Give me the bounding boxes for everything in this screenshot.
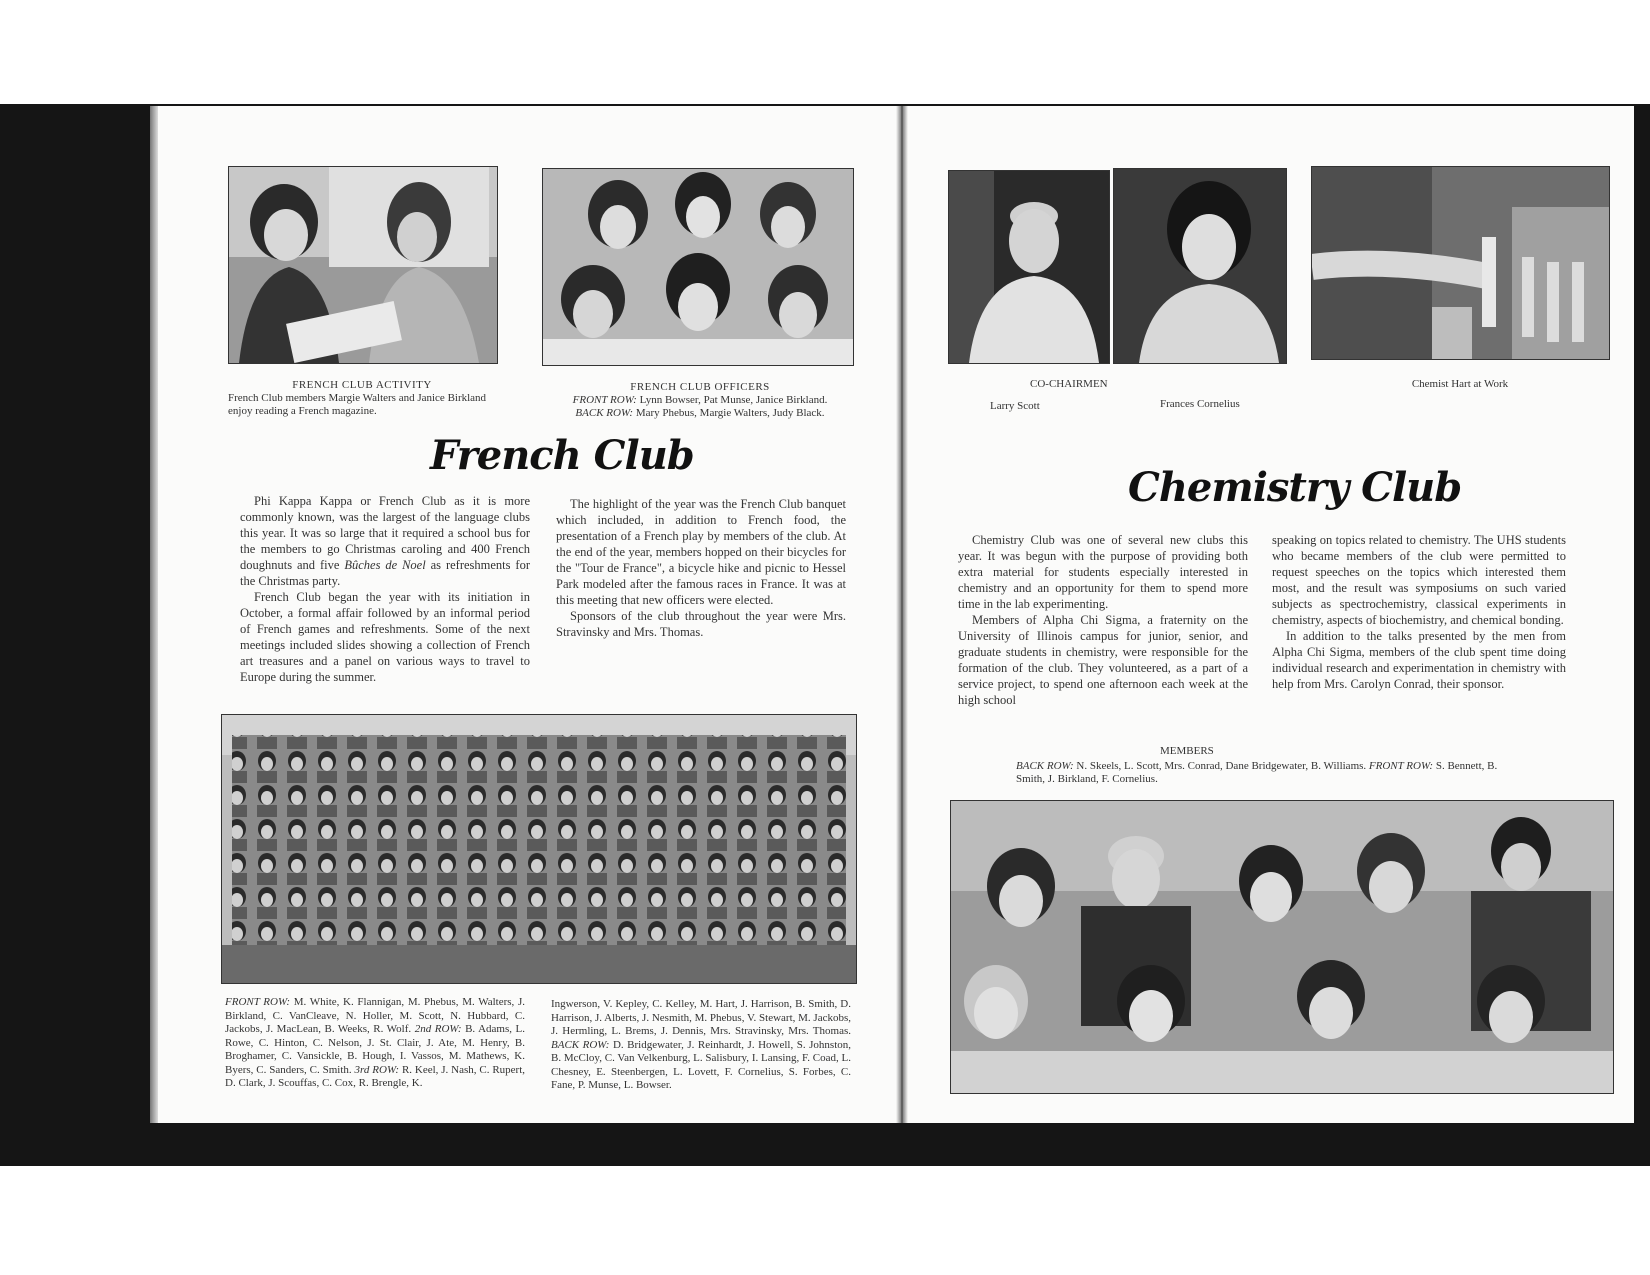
- larry-scott-photo: [948, 170, 1110, 364]
- chemistry-club-members-photo: [950, 800, 1614, 1094]
- cochair-1-caption: Larry Scott: [990, 400, 1040, 412]
- paragraph: Sponsors of the club throughout the year were Mrs. Stravinsky and Mrs. Thomas.: [556, 609, 846, 639]
- paragraph: In addition to the talks presented by the men from Alpha Chi Sigma, members of the club spent time doing individual research and experimentation in chemistry with help from Mrs. Carolyn Conrad, their sponsor.: [1272, 629, 1566, 691]
- chemist-caption: Chemist Hart at Work: [1411, 378, 1509, 390]
- french-club-heading: French Club: [430, 432, 694, 479]
- paragraph: The highlight of the year was the French Club banquet which included, in addition to French food, the presentation of a French play by members of the club. At the end of the year, members hopped on their bicycles for the "Tour de France", a bicycle hike and picnic to Hessel Park modeled after the famous races in France. It was at this meeting that new officers were elected.: [556, 497, 846, 607]
- french-club-column-1: [240, 493, 530, 685]
- row-names: M. White, K. Flannigan, M. Phebus, M. Walters, J. Birkland, C. VanCleave, N. Holler, M. Scott, N. Hubbard, C. Jackobs, J. MacLean, B. Weeks, R. Wolf.: [225, 996, 525, 1035]
- paragraph: French Club began the year with its initiation in October, a formal affair followed by an informal period of French games and refreshments. Some of the next meetings included slides showing a collection of French art treasures and a panel on various ways to travel to Europe during the summer.: [240, 590, 530, 684]
- chemistry-club-column-1: [958, 532, 1248, 708]
- paragraph: speaking on topics related to chemistry. The UHS students who became members of the club were permitted to request speeches on the topics which interested them most, and the result was symposiums on such varied subjects as spectrochemistry, classical experiments in chemistry, aspects of biochemistry, and chemical bonding.: [1272, 533, 1566, 627]
- caption-title: FRENCH CLUB OFFICERS: [630, 381, 770, 393]
- french-club-group-caption-1: [225, 996, 525, 1091]
- cochair-2-caption: Frances Cornelius: [1160, 398, 1240, 410]
- back-row-label: BACK ROW:: [575, 407, 634, 419]
- row-label: BACK ROW:: [551, 1038, 610, 1051]
- french-club-column-2: [556, 496, 846, 640]
- emphasis-text: Bûches de Noel: [344, 558, 426, 572]
- paragraph-text: Phi Kappa Kappa or French Club as it is more commonly known, was the largest of the language clubs this year. It was so large that it required a school bus for the members to go Christmas caroling and 400 French doughnuts and five: [240, 494, 530, 572]
- french-club-group-caption-2: [551, 998, 851, 1093]
- row-names: S. Bennett, B. Smith, J. Birkland, F. Cornelius.: [1016, 760, 1498, 785]
- paragraph: Chemistry Club was one of several new clubs this year. It was begun with the purpose of providing both extra material for students especially interested in chemistry and an opportunity for them to spend more time in the lab experimenting.: [958, 533, 1248, 611]
- scanner-border-bottom: [0, 1122, 1650, 1166]
- row-label: BACK ROW:: [1016, 760, 1074, 772]
- row-label: 2nd ROW:: [414, 1023, 462, 1035]
- row-names: Ingwerson, V. Kepley, C. Kelley, M. Hart, J. Harrison, B. Smith, D. Harrison, J. Alberts, J. Nesmith, M. Phebus, V. Stewart, M. Jackobs, J. Hermling, L. Brems, J. Dennis, Mrs. Stravinsky, Mrs. Thomas.: [551, 998, 851, 1037]
- chemist-at-work-photo: [1311, 166, 1610, 360]
- row-names: D. Bridgewater, J. Reinhardt, J. Howell, S. Johnston, B. McCloy, C. Van Velkenburg, L. Salisbury, I. Lansing, F. Coad, L. Chesney, E. Steenbergen, L. Lovett, F. Cornelius, S. Forbes, C. Fane, P. Munse, L. Bowser.: [551, 1038, 852, 1091]
- row-names: R. Keel, J. Nash, C. Rupert, D. Clark, J. Scouffas, C. Cox, R. Brengle, K.: [225, 1063, 526, 1089]
- scanner-border-right: [1632, 104, 1650, 1164]
- page-stack-edge: [150, 106, 158, 1123]
- row-label: FRONT ROW:: [1368, 760, 1434, 772]
- caption-text: French Club members Margie Walters and Janice Birkland enjoy reading a French magazine.: [228, 392, 487, 417]
- cochairmen-title: CO-CHAIRMEN: [1030, 378, 1108, 390]
- frances-cornelius-photo: [1113, 168, 1287, 364]
- french-club-activity-photo: [228, 166, 498, 364]
- french-club-officers-caption: [536, 381, 864, 420]
- chemistry-club-heading: Chemistry Club: [1128, 464, 1462, 511]
- book-gutter: [896, 106, 908, 1123]
- row-names: N. Skeels, L. Scott, Mrs. Conrad, Dane Bridgewater, B. Williams.: [1076, 760, 1367, 772]
- paragraph: Members of Alpha Chi Sigma, a fraternity on the University of Illinois campus for junior, senior, and graduate students in chemistry, were responsible for the formation of the club. They volunteered, as a part of a service project, to spend one afternoon each week at the high school: [958, 613, 1248, 707]
- row-label: 3rd ROW:: [354, 1063, 400, 1076]
- chemistry-club-column-2: [1272, 532, 1566, 692]
- row-label: FRONT ROW:: [225, 996, 291, 1008]
- row-names: B. Adams, L. Rowe, C. Hinton, C. Nelson, J. St. Clair, J. Ate, M. Henry, B. Broghamer, C. Vansickle, B. Hough, I. Vassos, M. Mathews, K. Byers, C. Sanders, C. Smith.: [225, 1023, 525, 1076]
- front-row-names: Lynn Bowser, Pat Munse, Janice Birkland.: [639, 394, 828, 406]
- members-caption: [1016, 760, 1506, 786]
- french-club-activity-caption: [228, 379, 496, 418]
- french-club-officers-photo: [542, 168, 854, 366]
- french-club-group-photo: [221, 714, 857, 984]
- caption-title: FRENCH CLUB ACTIVITY: [292, 379, 432, 391]
- back-row-names: Mary Phebus, Margie Walters, Judy Black.: [635, 407, 825, 419]
- paragraph-text: as refreshments for the Christmas party.: [240, 558, 530, 588]
- scanner-border-left: [0, 104, 150, 1164]
- members-title: MEMBERS: [1160, 745, 1214, 757]
- front-row-label: FRONT ROW:: [572, 394, 637, 406]
